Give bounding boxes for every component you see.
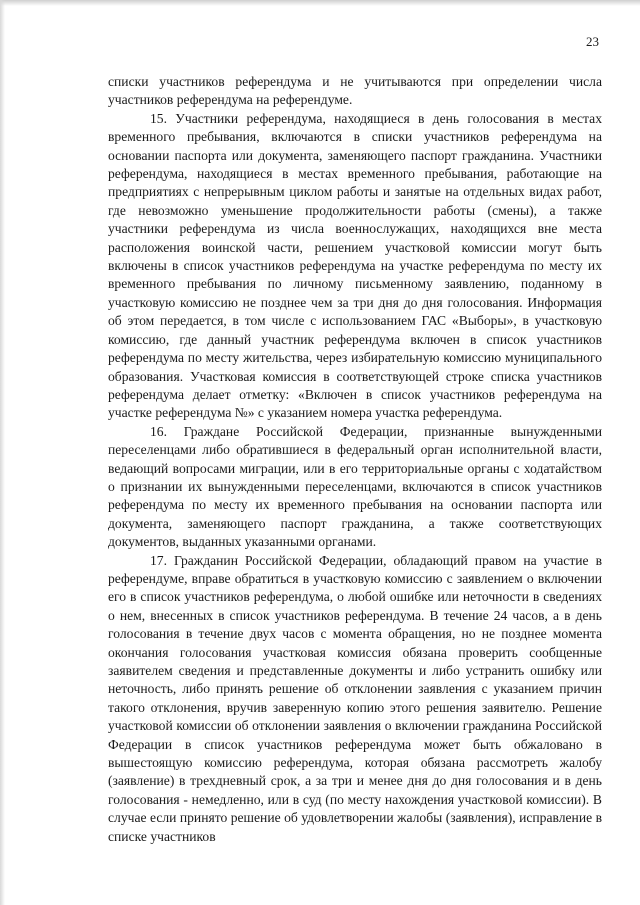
paragraph-item-15: 15. Участники референдума, находящиеся в день голосования в местах временного пребывания, включаются в списки участников референдума на основании паспорта или документа, заменяющего паспорт гражданина. Участники референдума, находящиеся в местах временного пребывания, работающие на предприятиях с непрерывным циклом работы и занятые на отдельных видах работ, где невозможно уменьшение продолжительности работы (смены), а также участники референдума из числа военнослужащих, находящихся вне места расположения воинской части, решением участковой комиссии могут быть включены в список участников референдума на участке референдума по месту их временного пребывания по личному письменному заявлению, поданному в участковую комиссию не позднее чем за три дня до дня голосования. Информация об этом передается, в том числе с использованием ГАС «Выборы», в участковую комиссию, где данный участник референдума включен в список участников референдума по месту жительства, через избирательную комиссию муниципального образования. Участковая комиссия в соответствующей строке списка участников референдума делает отметку: «Включен в список участников референдума на участке референдума №» с указанием номера участка референдума. xyxy=(108,110,602,421)
paragraph-continuation: списки участников референдума и не учитываются при определении числа участников референдума на референдуме. xyxy=(108,74,602,108)
document-body xyxy=(108,73,602,846)
page-number: 23 xyxy=(586,34,599,49)
scan-shadow-left xyxy=(0,0,5,905)
paragraph-item-16: 16. Граждане Российской Федерации, признанные вынужденными переселенцами либо обратившиеся в федеральный орган исполнительной власти, ведающий вопросами миграции, или в его территориальные органы с ходатайством о признании их вынужденными переселенцами, включаются в список участников референдума по месту их временного пребывания на основании паспорта или документа, заменяющего паспорт гражданина, а также соответствующих документов, выданных указанными органами. xyxy=(108,423,602,550)
scan-shadow-top xyxy=(0,0,640,6)
paragraph-item-17: 17. Гражданин Российской Федерации, обладающий правом на участие в референдуме, вправе обратиться в участковую комиссию с заявлением о включении его в список участников референдума, о любой ошибке или неточности в сведениях о нем, внесенных в список участников референдума. В течение 24 часов, а в день голосования в течение двух часов с момента обращения, но не позднее момента окончания голосования участковая комиссия обязана проверить сообщенные заявителем сведения и представленные документы и либо устранить ошибку или неточность, либо принять решение об отклонении заявления с указанием причин такого отклонения, вручив заверенную копию этого решения заявителю. Решение участковой комиссии об отклонении заявления о включении гражданина Российской Федерации в список участников референдума может быть обжаловано в вышестоящую комиссию референдума, которая обязана рассмотреть жалобу (заявление) в трехдневный срок, а за три и менее дня до дня голосования и в день голосования - немедленно, или в суд (по месту нахождения участковой комиссии). В случае если принято решение об удовлетворении жалобы (заявления), исправление в списке участников xyxy=(108,552,602,844)
